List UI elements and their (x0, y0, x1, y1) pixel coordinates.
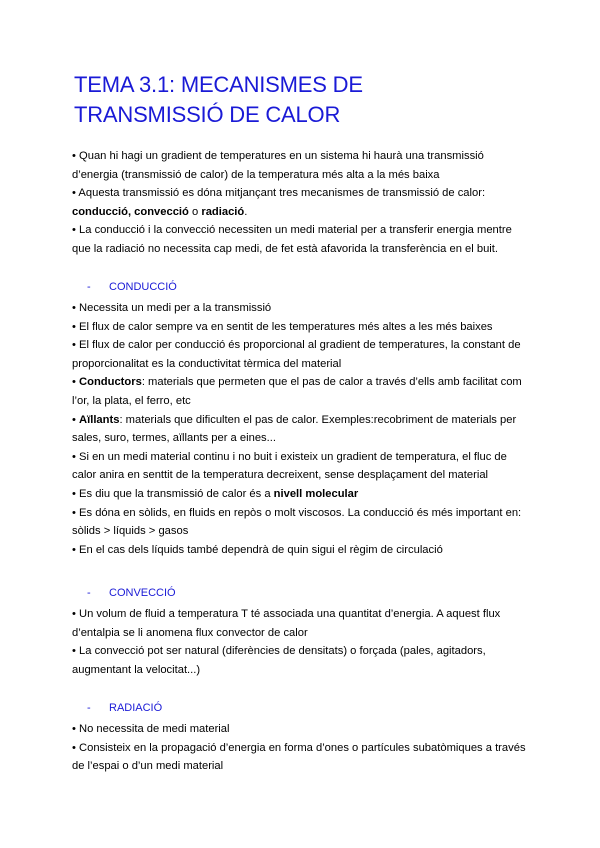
heading-text: CONDUCCIÓ (109, 281, 177, 293)
list-item: • Consisteix en la propagació d’energia en forma d’ones o partícules subatòmiques a través de l’espai o d’un medi material (72, 741, 526, 773)
conduccio-section (72, 299, 532, 559)
title-line-2: TRANSMISSIÓ DE CALOR (74, 102, 341, 127)
mechanisms-bold-1: conducció, convecció (72, 205, 189, 218)
intro-bullet-gradient: • Quan hi hagi un gradient de temperatures en un sistema hi haurà una transmissió d’energia (transmissió de calor) de la temperatura més alta a la més baixa (72, 150, 484, 181)
conveccio-section (72, 605, 532, 679)
heading-text: RADIACIÓ (109, 702, 163, 714)
list-item: • Aïllants: materials que dificulten el pas de calor. Exemples:recobriment de materials per sales, suro, termes, aïllants per a eines... (72, 413, 517, 445)
list-item: • Conductors: materials que permeten que el pas de calor a través d’ells amb facilitat com l’or, la plata, el ferro, etc (72, 376, 522, 407)
section-heading-conveccio (87, 585, 176, 601)
list-item: • La convecció pot ser natural (diferències de densitats) o forçada (pales, agitadors, augmentant la velocitat...) (72, 645, 486, 676)
list-item: • El flux de calor per conducció és proporcional al gradient de temperatures, la constant de proporcionalitat es la conductivitat tèrmica del material (72, 339, 521, 370)
intro-bullet-medium: • La conducció i la convecció necessiten un medi material per a transferir energia mentre que la radiació no necessita cap medi, de fet està afavorida la transferència en el buit. (72, 224, 512, 255)
list-item: • En el cas dels líquids també dependrà de quin sigui el règim de circulació (72, 543, 443, 556)
list-item: • Es dóna en sòlids, en fluids en repòs o molt viscosos. La conducció és més important en: sòlids > líquids > gasos (72, 506, 522, 538)
list-item: • No necessita de medi material (72, 723, 230, 735)
radiacio-section (72, 720, 532, 776)
heading-dash: - (87, 281, 91, 293)
heading-dash: - (87, 587, 91, 599)
mechanisms-bold-2: radiació (201, 205, 245, 218)
list-item: • Si en un medi material continu i no buit i existeix un gradient de temperatura, el fluc de calor anira en senttit de la temperatura decreixent, sense desplaçament del material (72, 450, 507, 482)
section-heading-radiacio (87, 700, 162, 716)
list-item: • Es diu que la transmissió de calor és a nivell molecular (72, 487, 359, 500)
page-title (74, 70, 544, 130)
heading-dash: - (87, 702, 91, 714)
intro-section (72, 147, 532, 259)
list-item: • El flux de calor sempre va en sentit de les temperatures més altes a les més baixes (72, 320, 493, 333)
list-item: • Un volum de fluid a temperatura T té associada una quantitat d’energia. A aquest flux d’entalpia se li anomena flux convector de calor (72, 608, 501, 639)
list-item: • Necessita un medi per a la transmissió (72, 302, 272, 314)
title-line-1: TEMA 3.1: MECANISMES DE (74, 72, 363, 97)
intro-bullet-mechanisms: • Aquesta transmissió es dóna mitjançant tres mecanismes de transmissió de calor: conducció, convecció o radiació. (72, 187, 486, 218)
section-heading-conduccio (87, 279, 177, 295)
heading-text: CONVECCIÓ (109, 587, 176, 599)
